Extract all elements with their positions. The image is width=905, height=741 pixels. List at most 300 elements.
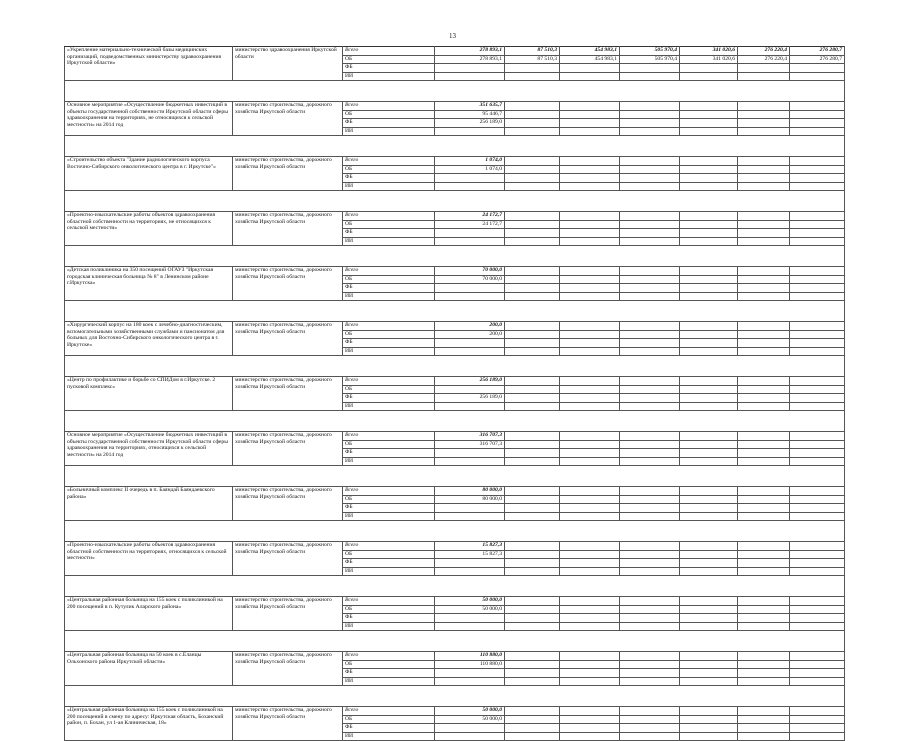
amount-cell (560, 339, 620, 348)
amount-cell (738, 669, 790, 678)
amount-cell (738, 677, 790, 686)
amount-cell (505, 732, 560, 741)
spacer-cell (435, 686, 505, 707)
amount-cell: 110 880,0 (435, 652, 505, 661)
amount-cell (435, 347, 505, 356)
amount-cell (738, 597, 790, 606)
amount-cell (790, 267, 845, 276)
amount-cell (560, 707, 620, 716)
amount-cell (560, 275, 620, 284)
amount-cell (435, 724, 505, 733)
amount-cell (738, 127, 790, 136)
amount-cell (620, 457, 680, 466)
spacer-cell (343, 81, 435, 102)
table-row (65, 377, 845, 386)
spacer-cell (738, 191, 790, 212)
amount-cell (560, 449, 620, 458)
amount-cell (680, 377, 738, 386)
responsible-executor: министерство строительства, дорожного хозяйства Иркутской области (233, 542, 343, 576)
spacer-cell (233, 301, 343, 322)
amount-cell (790, 495, 845, 504)
responsible-executor: министерство строительства, дорожного хозяйства Иркутской области (233, 432, 343, 466)
spacer-cell (505, 356, 560, 377)
funding-source: ИИ (343, 72, 435, 81)
amount-cell (790, 449, 845, 458)
amount-cell: 50 000,0 (435, 597, 505, 606)
spacer-cell (790, 631, 845, 652)
spacer-cell (620, 576, 680, 597)
amount-cell (505, 614, 560, 623)
funding-source: Всего (343, 212, 435, 221)
funding-source: ФБ (343, 119, 435, 128)
spacer-cell (435, 136, 505, 157)
responsible-executor: министерство строительства, дорожного хозяйства Иркутской области (233, 652, 343, 686)
amount-cell (738, 567, 790, 576)
amount-cell (790, 212, 845, 221)
funding-source: ОБ (343, 330, 435, 339)
spacer-cell (233, 411, 343, 432)
amount-cell (680, 347, 738, 356)
amount-cell (738, 182, 790, 191)
table-row (65, 212, 845, 221)
funding-source: ФБ (343, 174, 435, 183)
amount-cell (560, 292, 620, 301)
amount-cell (738, 119, 790, 128)
spacer-cell (790, 81, 845, 102)
table-row (65, 487, 845, 496)
amount-cell (790, 724, 845, 733)
amount-cell (790, 605, 845, 614)
spacer-cell (560, 301, 620, 322)
amount-cell (620, 322, 680, 331)
spacer-cell (505, 246, 560, 267)
amount-cell (738, 212, 790, 221)
amount-cell (620, 284, 680, 293)
amount-cell (505, 347, 560, 356)
amount-cell (560, 110, 620, 119)
amount-cell (738, 339, 790, 348)
spacer-cell (738, 576, 790, 597)
spacer-cell (233, 246, 343, 267)
spacer-cell (505, 521, 560, 542)
amount-cell (790, 660, 845, 669)
amount-cell (435, 504, 505, 513)
amount-cell (435, 732, 505, 741)
amount-cell (620, 732, 680, 741)
spacer-cell (620, 466, 680, 487)
amount-cell (790, 622, 845, 631)
amount-cell (435, 622, 505, 631)
amount-cell: 50 000,0 (435, 707, 505, 716)
spacer-cell (435, 191, 505, 212)
amount-cell (738, 550, 790, 559)
spacer-cell (560, 521, 620, 542)
amount-cell (790, 715, 845, 724)
amount-cell (738, 284, 790, 293)
spacer-cell (65, 191, 233, 212)
block-spacer (65, 246, 845, 267)
amount-cell (738, 275, 790, 284)
amount-cell (505, 605, 560, 614)
spacer-cell (560, 246, 620, 267)
spacer-cell (738, 136, 790, 157)
spacer-cell (65, 356, 233, 377)
amount-cell (435, 669, 505, 678)
measure-description: Основное мероприятие «Осуществление бюджетных инвестиций в объекты государственной собственности Иркутской области сферы здравоохранения на территориях, относящихся к сельской местности» на 2014 год (65, 432, 233, 466)
amount-cell (435, 402, 505, 411)
spacer-cell (343, 686, 435, 707)
amount-cell: 505 970,4 (620, 47, 680, 56)
spacer-cell (343, 466, 435, 487)
amount-cell (435, 127, 505, 136)
spacer-cell (790, 521, 845, 542)
amount-cell (738, 605, 790, 614)
amount-cell (435, 72, 505, 81)
spacer-cell (680, 301, 738, 322)
amount-cell (680, 504, 738, 513)
amount-cell (790, 377, 845, 386)
amount-cell (790, 504, 845, 513)
amount-cell (680, 495, 738, 504)
amount-cell (505, 174, 560, 183)
amount-cell (505, 660, 560, 669)
amount-cell: 80 000,0 (435, 495, 505, 504)
amount-cell (505, 292, 560, 301)
amount-cell (620, 605, 680, 614)
spacer-cell (560, 81, 620, 102)
amount-cell (680, 559, 738, 568)
spacer-cell (560, 576, 620, 597)
spacer-cell (65, 246, 233, 267)
amount-cell (505, 652, 560, 661)
amount-cell (560, 330, 620, 339)
amount-cell (680, 605, 738, 614)
amount-cell (505, 284, 560, 293)
spacer-cell (680, 191, 738, 212)
amount-cell (680, 284, 738, 293)
amount-cell (620, 220, 680, 229)
funding-source: ИИ (343, 292, 435, 301)
funding-source: ФБ (343, 504, 435, 513)
amount-cell: 200,0 (435, 322, 505, 331)
spacer-cell (435, 356, 505, 377)
amount-cell (680, 322, 738, 331)
amount-cell (680, 212, 738, 221)
amount-cell (790, 292, 845, 301)
spacer-cell (343, 246, 435, 267)
amount-cell (435, 174, 505, 183)
amount-cell (620, 174, 680, 183)
amount-cell (620, 182, 680, 191)
funding-source: ФБ (343, 284, 435, 293)
amount-cell (790, 559, 845, 568)
amount-cell (620, 677, 680, 686)
responsible-executor: министерство строительства, дорожного хозяйства Иркутской области (233, 322, 343, 356)
amount-cell (620, 512, 680, 521)
amount-cell (560, 487, 620, 496)
amount-cell (505, 457, 560, 466)
amount-cell (435, 559, 505, 568)
amount-cell (680, 182, 738, 191)
funding-source: ОБ (343, 220, 435, 229)
amount-cell (435, 457, 505, 466)
amount-cell (738, 495, 790, 504)
measure-description: «Центральная районная больница на 155 коек с поликлиникой на 200 посещений в смену по адресу: Иркутская область, Боханский район, п. Бохан, ул 1-ая Клиническая, 18» (65, 707, 233, 741)
amount-cell: 87 510,3 (505, 47, 560, 56)
funding-source: ФБ (343, 614, 435, 623)
amount-cell (560, 550, 620, 559)
spacer-cell (560, 686, 620, 707)
amount-cell (620, 432, 680, 441)
amount-cell (560, 102, 620, 111)
amount-cell (790, 284, 845, 293)
spacer-cell (620, 686, 680, 707)
funding-source: ОБ (343, 605, 435, 614)
amount-cell (505, 487, 560, 496)
spacer-cell (680, 521, 738, 542)
spacer-cell (560, 411, 620, 432)
amount-cell (620, 597, 680, 606)
amount-cell (505, 669, 560, 678)
funding-source: ФБ (343, 339, 435, 348)
measure-description: «Проектно-изыскательские работы объектов здравоохранения областной собственности на территориях, относящихся к сельской местности» (65, 542, 233, 576)
amount-cell (620, 267, 680, 276)
responsible-executor: министерство строительства, дорожного хозяйства Иркутской области (233, 157, 343, 191)
amount-cell (505, 157, 560, 166)
responsible-executor: министерство строительства, дорожного хозяйства Иркутской области (233, 102, 343, 136)
amount-cell: 1 074,0 (435, 157, 505, 166)
spacer-cell (790, 466, 845, 487)
responsible-executor: министерство строительства, дорожного хозяйства Иркутской области (233, 707, 343, 741)
amount-cell (435, 614, 505, 623)
responsible-executor: министерство строительства, дорожного хозяйства Иркутской области (233, 377, 343, 411)
amount-cell (620, 440, 680, 449)
amount-cell (560, 237, 620, 246)
funding-source: ОБ (343, 495, 435, 504)
spacer-cell (233, 81, 343, 102)
amount-cell (435, 512, 505, 521)
amount-cell (680, 64, 738, 73)
spacer-cell (65, 576, 233, 597)
amount-cell: 80 000,0 (435, 487, 505, 496)
amount-cell (738, 542, 790, 551)
amount-cell (435, 64, 505, 73)
amount-cell (680, 174, 738, 183)
amount-cell (620, 724, 680, 733)
responsible-executor: министерство здравоохранения Иркутской области (233, 47, 343, 81)
amount-cell: 256 189,0 (435, 377, 505, 386)
funding-source: ОБ (343, 165, 435, 174)
amount-cell (790, 512, 845, 521)
amount-cell (505, 102, 560, 111)
amount-cell (738, 652, 790, 661)
amount-cell (680, 542, 738, 551)
spacer-cell (505, 631, 560, 652)
amount-cell (560, 457, 620, 466)
amount-cell: 454 983,1 (560, 55, 620, 64)
measure-description: «Центр по профилактике и борьбе со СПИДом в г.Иркутске. 2 пусковой комплекс» (65, 377, 233, 411)
amount-cell (505, 119, 560, 128)
funding-source: ОБ (343, 715, 435, 724)
amount-cell (620, 385, 680, 394)
funding-source: ФБ (343, 394, 435, 403)
amount-cell (560, 157, 620, 166)
spacer-cell (65, 521, 233, 542)
amount-cell (505, 622, 560, 631)
amount-cell (790, 174, 845, 183)
amount-cell (620, 339, 680, 348)
spacer-cell (738, 356, 790, 377)
measure-description: «Укрепление материально-технической базы медицинских организаций, подведомственных министерству здравоохранения Иркутской области» (65, 47, 233, 81)
amount-cell (790, 127, 845, 136)
amount-cell (790, 72, 845, 81)
amount-cell (560, 495, 620, 504)
funding-source: ИИ (343, 457, 435, 466)
spacer-cell (680, 466, 738, 487)
amount-cell (680, 275, 738, 284)
amount-cell (738, 440, 790, 449)
amount-cell (435, 385, 505, 394)
amount-cell: 341 020,6 (680, 47, 738, 56)
spacer-cell (505, 576, 560, 597)
spacer-cell (435, 81, 505, 102)
amount-cell: 200,0 (435, 330, 505, 339)
amount-cell: 278 893,1 (435, 55, 505, 64)
amount-cell (560, 715, 620, 724)
amount-cell (505, 339, 560, 348)
amount-cell (505, 385, 560, 394)
amount-cell (620, 622, 680, 631)
amount-cell: 24 172,7 (435, 212, 505, 221)
spacer-cell (620, 521, 680, 542)
amount-cell (560, 284, 620, 293)
amount-cell (790, 339, 845, 348)
amount-cell: 276 220,4 (738, 47, 790, 56)
amount-cell (738, 72, 790, 81)
amount-cell (620, 212, 680, 221)
amount-cell (790, 275, 845, 284)
spacer-cell (435, 246, 505, 267)
block-spacer (65, 411, 845, 432)
amount-cell: 15 827,3 (435, 550, 505, 559)
amount-cell: 110 880,0 (435, 660, 505, 669)
spacer-cell (790, 576, 845, 597)
amount-cell (620, 157, 680, 166)
amount-cell (560, 402, 620, 411)
amount-cell (435, 339, 505, 348)
funding-source: ОБ (343, 440, 435, 449)
amount-cell (738, 487, 790, 496)
amount-cell (560, 182, 620, 191)
responsible-executor: министерство строительства, дорожного хозяйства Иркутской области (233, 267, 343, 301)
amount-cell: 276 280,7 (790, 55, 845, 64)
amount-cell (790, 394, 845, 403)
amount-cell (435, 677, 505, 686)
amount-cell (738, 322, 790, 331)
amount-cell (560, 127, 620, 136)
spacer-cell (505, 136, 560, 157)
amount-cell (680, 110, 738, 119)
amount-cell (738, 660, 790, 669)
spacer-cell (505, 686, 560, 707)
amount-cell (505, 72, 560, 81)
spacer-cell (680, 356, 738, 377)
table-row (65, 652, 845, 661)
spacer-cell (680, 686, 738, 707)
amount-cell (435, 449, 505, 458)
amount-cell (790, 110, 845, 119)
amount-cell (680, 339, 738, 348)
amount-cell (435, 284, 505, 293)
amount-cell (790, 677, 845, 686)
funding-source: ОБ (343, 110, 435, 119)
amount-cell (560, 347, 620, 356)
amount-cell (560, 165, 620, 174)
amount-cell (790, 440, 845, 449)
spacer-cell (435, 576, 505, 597)
measure-description: «Строительство объекта "Здание радиологического корпуса Восточно-Сибирского онкологического центра в г. Иркутске"» (65, 157, 233, 191)
spacer-cell (65, 301, 233, 322)
amount-cell (680, 622, 738, 631)
amount-cell (620, 72, 680, 81)
funding-source: ФБ (343, 724, 435, 733)
amount-cell (505, 449, 560, 458)
amount-cell (680, 440, 738, 449)
amount-cell (790, 157, 845, 166)
funding-source: ФБ (343, 559, 435, 568)
amount-cell (435, 182, 505, 191)
amount-cell (680, 127, 738, 136)
spacer-cell (65, 136, 233, 157)
amount-cell (790, 487, 845, 496)
amount-cell (505, 559, 560, 568)
amount-cell: 70 000,0 (435, 267, 505, 276)
amount-cell (680, 512, 738, 521)
amount-cell (505, 707, 560, 716)
amount-cell (560, 622, 620, 631)
spacer-cell (343, 136, 435, 157)
spacer-cell (680, 246, 738, 267)
table-row (65, 102, 845, 111)
amount-cell (790, 229, 845, 238)
amount-cell (560, 512, 620, 521)
block-spacer (65, 576, 845, 597)
funding-source: ОБ (343, 550, 435, 559)
block-spacer (65, 136, 845, 157)
amount-cell (620, 660, 680, 669)
spacer-cell (790, 301, 845, 322)
block-spacer (65, 356, 845, 377)
amount-cell (680, 614, 738, 623)
amount-cell (738, 377, 790, 386)
amount-cell: 278 893,1 (435, 47, 505, 56)
amount-cell: 256 189,0 (435, 394, 505, 403)
amount-cell: 1 074,0 (435, 165, 505, 174)
amount-cell: 15 827,3 (435, 542, 505, 551)
spacer-cell (435, 631, 505, 652)
responsible-executor: министерство строительства, дорожного хозяйства Иркутской области (233, 212, 343, 246)
funding-source: ИИ (343, 182, 435, 191)
spacer-cell (343, 411, 435, 432)
block-spacer (65, 191, 845, 212)
spacer-cell (620, 191, 680, 212)
amount-cell (620, 495, 680, 504)
funding-source: ИИ (343, 402, 435, 411)
amount-cell (790, 322, 845, 331)
amount-cell (680, 707, 738, 716)
amount-cell (435, 237, 505, 246)
amount-cell (790, 707, 845, 716)
